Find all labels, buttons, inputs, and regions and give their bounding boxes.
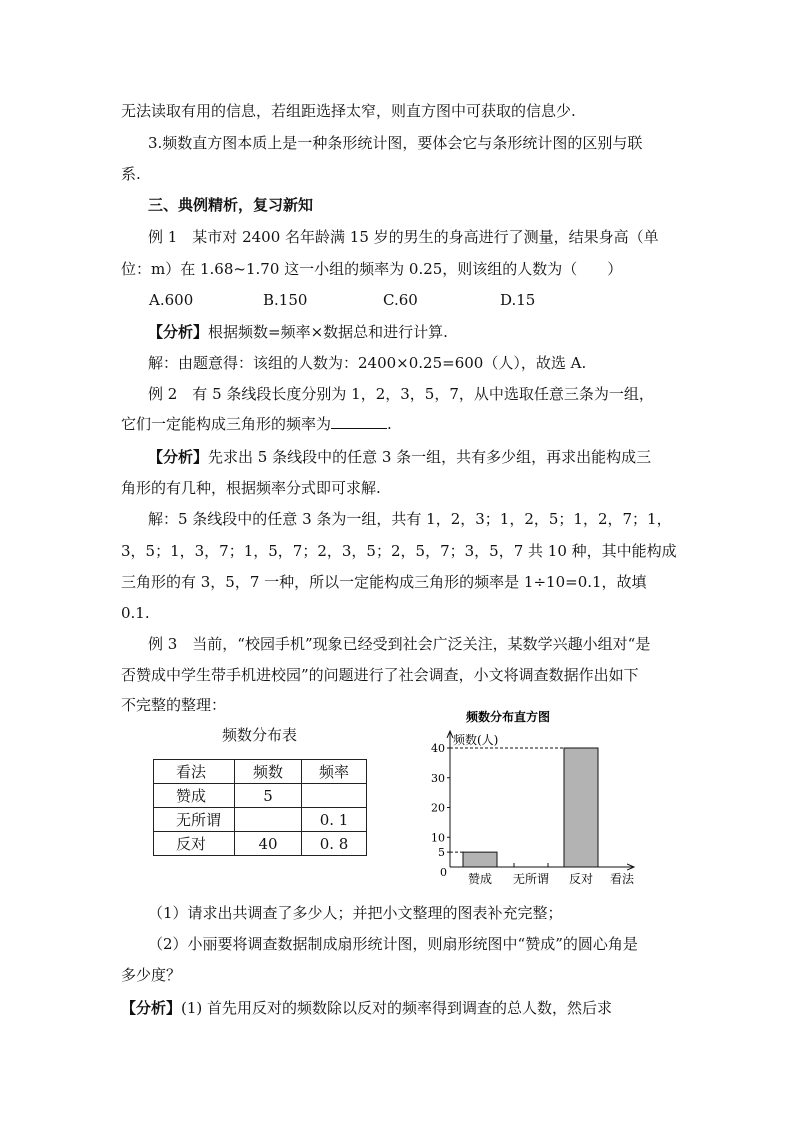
- table-header-row: [154, 760, 367, 784]
- origin-label: 0: [440, 866, 447, 879]
- y-tick-label: 5: [438, 846, 445, 860]
- analysis-1: [148, 322, 448, 342]
- table-row: [154, 808, 367, 832]
- text-line: 系.: [121, 165, 141, 183]
- answer-blank: [331, 414, 387, 429]
- frequency-table: [153, 759, 367, 856]
- table-cell: 0. 1: [302, 808, 367, 832]
- analysis-3: [121, 998, 612, 1018]
- example-2-text: 它们一定能构成三角形的频率为: [121, 415, 332, 433]
- table-header-cell: 频数: [235, 760, 302, 784]
- table-cell: 无所谓: [154, 808, 235, 832]
- y-tick-label: 20: [431, 801, 445, 815]
- chart-title: 频数分布直方图: [466, 710, 551, 724]
- analysis-tag: 【分析】: [121, 999, 182, 1017]
- analysis-tag: 【分析】: [148, 448, 209, 466]
- table-title: 频数分布表: [222, 726, 298, 744]
- solution-1: 解：由题意得：该组的人数为：2400×0.25=600（人），故选 A.: [148, 354, 587, 372]
- question-1: （1）请求出共调查了多少人；并把小文整理的图表补充完整；: [148, 904, 563, 922]
- example-1-line: 位：m）在 1.68~1.70 这一小组的频率为 0.25，则该组的人数为（ ）: [121, 260, 623, 278]
- example-2-line: 例 2 有 5 条线段长度分别为 1，2，3，5，7，从中选取任意三条为一组，: [148, 385, 654, 403]
- solution-2-line: 解：5 条线段中的任意 3 条为一组，共有 1，2，3；1，2，5；1，2，7；1，: [148, 510, 672, 528]
- table-header-cell: 看法: [154, 760, 235, 784]
- solution-2-line: 3，5；1，3，7；1，5，7；2，3，5；2，5，7；3，5，7 共 10 种，其中能构成: [121, 542, 677, 560]
- example-2-line: 它们一定能构成三角形的频率为 .: [121, 415, 392, 433]
- table-row: [154, 784, 367, 808]
- analysis-2-cont: 角形的有几种，根据频率分式即可求解.: [121, 479, 381, 497]
- analysis-tag: 【分析】: [148, 323, 209, 341]
- example-1-line: 例 1 某市对 2400 名年龄满 15 岁的男生的身高进行了测量，结果身高（单: [148, 228, 659, 246]
- analysis-2: [148, 447, 651, 467]
- y-tick-label: 30: [431, 771, 445, 785]
- solution-2-line: 0.1.: [121, 604, 150, 622]
- y-axis-label: 频数(人): [453, 733, 499, 747]
- option-b: B.150: [263, 291, 308, 309]
- analysis-text: 根据频数=频率×数据总和进行计算.: [208, 323, 448, 341]
- text-line: 3.频数直方图本质上是一种条形统计图，要体会它与条形统计图的区别与联: [148, 134, 643, 152]
- example-3-line: 不完整的整理：: [121, 696, 227, 714]
- table-cell: 0. 8: [302, 832, 367, 856]
- y-tick-label: 10: [431, 831, 445, 845]
- option-a: A.600: [149, 291, 194, 309]
- analysis-text: (1) 首先用反对的频数除以反对的频率得到调查的总人数，然后求: [181, 999, 613, 1017]
- table-cell: 赞成: [154, 784, 235, 808]
- bar: [564, 748, 598, 867]
- bar: [463, 852, 497, 867]
- option-d: D.15: [500, 291, 536, 309]
- table-cell: 反对: [154, 832, 235, 856]
- analysis-text: 先求出 5 条线段中的任意 3 条一组，共有多少组，再求出能构成三: [208, 448, 652, 466]
- section-heading: 三、典例精析，复习新知: [148, 196, 314, 214]
- table-header-cell: 频率: [302, 760, 367, 784]
- question-2-line: 多少度？: [121, 966, 182, 984]
- question-2-line: （2）小丽要将调查数据制成扇形统计图，则扇形统图中“赞成”的圆心角是: [148, 935, 638, 953]
- table-cell: [235, 808, 302, 832]
- text-line: 无法读取有用的信息，若组距选择太窄，则直方图中可获取的信息少.: [121, 102, 576, 120]
- x-tick-label: 反对: [568, 872, 594, 886]
- x-tick-label: 无所谓: [512, 872, 550, 886]
- table-cell: 40: [235, 832, 302, 856]
- x-axis-label: 看法: [610, 872, 635, 886]
- table-row: [154, 832, 367, 856]
- table-cell: [302, 784, 367, 808]
- x-tick-label: 赞成: [467, 872, 493, 886]
- example-3-line: 例 3 当前，“校园手机”现象已经受到社会广泛关注，某数学兴趣小组对“是: [148, 635, 651, 653]
- table-cell: 5: [235, 784, 302, 808]
- frequency-histogram: [420, 704, 650, 888]
- solution-2-line: 三角形的有 3，5，7 一种，所以一定能构成三角形的频率是 1÷10=0.1，故填: [121, 573, 647, 591]
- option-c: C.60: [383, 291, 418, 309]
- y-tick-label: 40: [431, 742, 445, 755]
- example-3-line: 否赞成中学生带手机进校园”的问题进行了社会调查，小文将调查数据作出如下: [121, 666, 639, 684]
